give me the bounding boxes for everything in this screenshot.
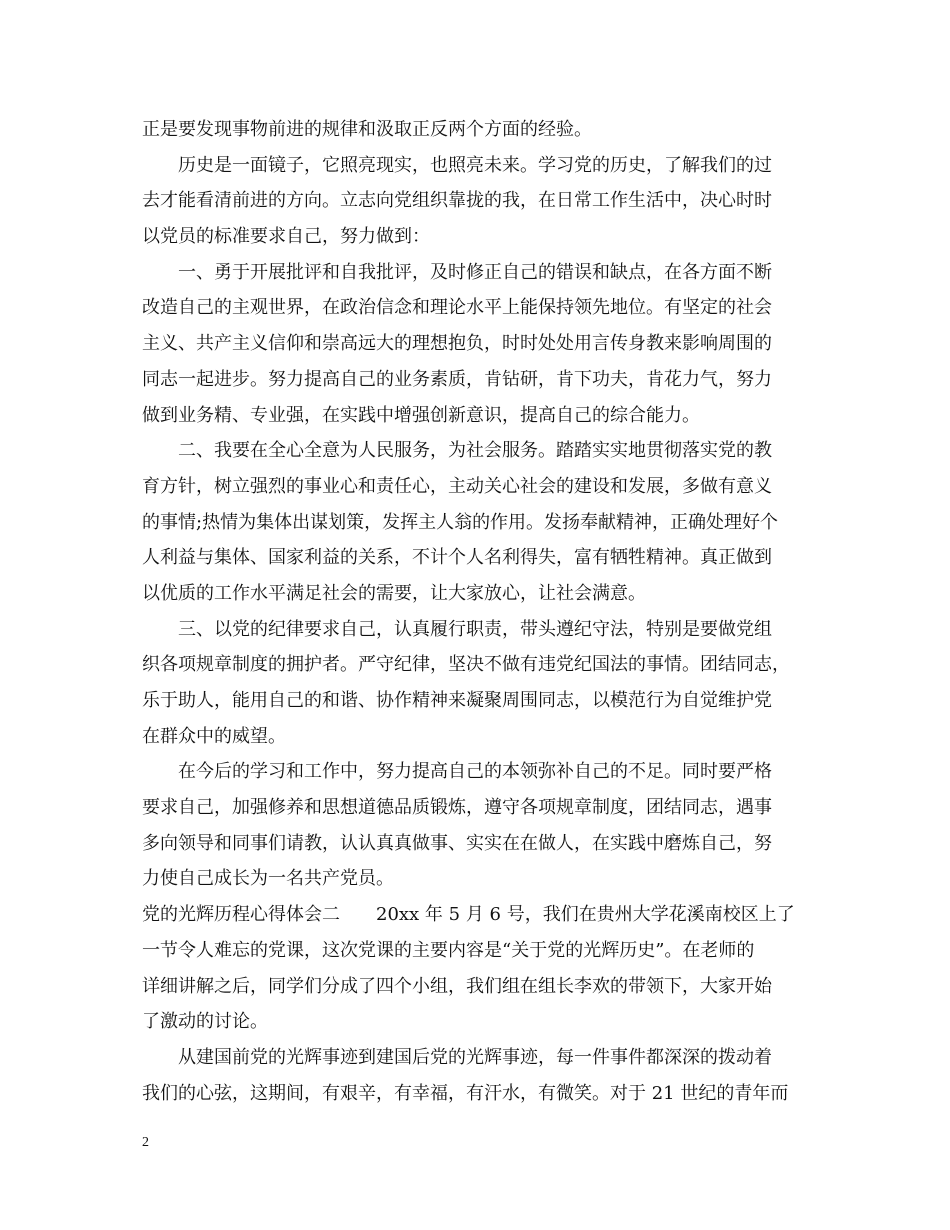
text-line-14: 以优质的工作水平满足社会的需要，让大家放心，让社会满意。 <box>142 582 646 604</box>
text-line-25: 详细讲解之后，同学们分成了四个小组，我们组在组长李欢的带领下，大家开始 <box>142 975 772 997</box>
text-line-4: 以党员的标准要求自己，努力做到： <box>142 226 430 248</box>
text-line-18: 在群众中的威望。 <box>142 725 286 747</box>
text-line-11: 育方针，树立强烈的事业心和责任心，主动关心社会的建设和发展，多做有意义 <box>142 475 772 497</box>
text-line-15: 三、以党的纪律要求自己，认真履行职责，带头遵纪守法，特别是要做党组 <box>142 618 772 640</box>
text-line-20: 要求自己，加强修养和思想道德品质锻炼，遵守各项规章制度，团结同志，遇事 <box>142 797 772 819</box>
text-line-2: 历史是一面镜子，它照亮现实，也照亮未来。学习党的历史，了解我们的过 <box>142 154 772 176</box>
text-line-16: 织各项规章制度的拥护者。严守纪律，坚决不做有违党纪国法的事情。团结同志， <box>142 654 790 676</box>
text-line-24: 一节令人难忘的党课，这次党课的主要内容是“关于党的光辉历史”。在老师的 <box>142 939 755 961</box>
page-number: 2 <box>142 1135 149 1150</box>
text-line-8: 同志一起进步。努力提高自己的业务素质，肯钻研，肯下功夫，肯花力气，努力 <box>142 368 772 390</box>
text-line-3: 去才能看清前进的方向。立志向党组织靠拢的我，在日常工作生活中，决心时时 <box>142 190 772 212</box>
text-line-1: 正是要发现事物前进的规律和汲取正反两个方面的经验。 <box>142 119 592 140</box>
text-line-10: 二、我要在全心全意为人民服务，为社会服务。踏踏实实地贯彻落实党的教 <box>142 440 772 462</box>
text-line-9: 做到业务精、专业强，在实践中增强创新意识，提高自己的综合能力。 <box>142 404 700 426</box>
text-line-26: 了激动的讨论。 <box>142 1011 268 1033</box>
text-line-17: 乐于助人，能用自己的和谐、协作精神来凝聚周围同志，以模范行为自觉维护党 <box>142 690 772 711</box>
text-line-13: 人利益与集体、国家利益的关系，不计个人名利得失，富有牺牲精神。真正做到 <box>142 547 772 569</box>
text-line-5: 一、勇于开展批评和自我批评，及时修正自己的错误和缺点，在各方面不断 <box>142 261 772 283</box>
text-line-12: 的事情;热情为集体出谋划策，发挥主人翁的作用。发扬奉献精神，正确处理好个 <box>142 511 779 533</box>
text-line-7: 主义、共产主义信仰和崇高远大的理想抱负，时时处处用言传身教来影响周围的 <box>142 333 772 355</box>
document-body <box>142 112 812 1111</box>
text-line-27: 从建国前党的光辉事迹到建国后党的光辉事迹，每一件事件都深深的拨动着 <box>142 1046 772 1068</box>
text-line-22: 力使自己成长为一名共产党员。 <box>142 868 394 890</box>
text-line-21: 多向领导和同事们请教，认认真真做事、实实在在做人，在实践中磨炼自己，努 <box>142 832 772 854</box>
text-line-28: 我们的心弦，这期间，有艰辛，有幸福，有汗水，有微笑。对于 21 世纪的青年而 <box>142 1082 789 1104</box>
text-line-19: 在今后的学习和工作中，努力提高自己的本领弥补自己的不足。同时要严格 <box>142 761 772 783</box>
text-line-6: 改造自己的主观世界，在政治信念和理论水平上能保持领先地位。有坚定的社会 <box>142 297 772 319</box>
text-line-23: 党的光辉历程心得体会二 20xx 年 5 月 6 号，我们在贵州大学花溪南校区上了 <box>142 904 795 926</box>
